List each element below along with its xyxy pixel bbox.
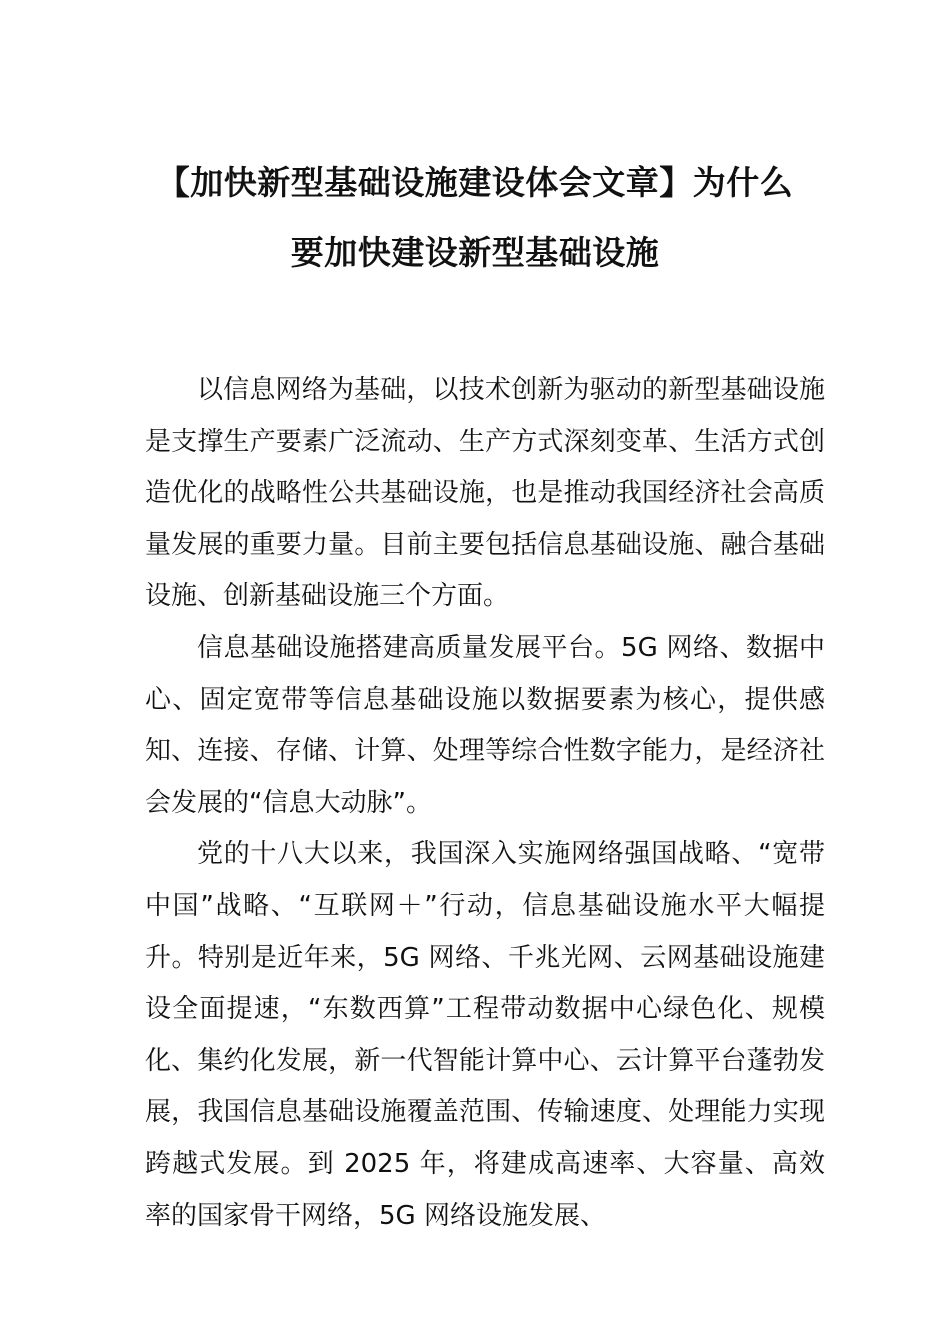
paragraph-development-progress: 党的十八大以来，我国深入实施网络强国战略、“宽带中国”战略、“互联网＋”行动，信息基础设施水平大幅提升。特别是近年来，5G 网络、千兆光网、云网基础设施建设全面提速，“东数西算”工程带动数据中心绿色化、规模化、集约化发展，新一代智能计算中心、云计算平台蓬勃发展，我国信息基础设施覆盖范围、传输速度、处理能力实现跨越式发展。到 2025 年，将建成高速率、大容量、高效率的国家骨干网络，5G 网络设施发展、 [145, 839, 825, 1231]
document-title [120, 148, 830, 288]
paragraph-intro: 以信息网络为基础，以技术创新为驱动的新型基础设施是支撑生产要素广泛流动、生产方式深刻变革、生活方式创造优化的战略性公共基础设施，也是推动我国经济社会高质量发展的重要力量。目前主要包括信息基础设施、融合基础设施、创新基础设施三个方面。 [145, 375, 825, 612]
title-line-2: 要加快建设新型基础设施 [290, 233, 660, 272]
document-body [145, 365, 825, 1242]
title-line-1: 【加快新型基础设施建设体会文章】为什么 [156, 163, 794, 202]
paragraph-information-infrastructure: 信息基础设施搭建高质量发展平台。5G 网络、数据中心、固定宽带等信息基础设施以数据要素为核心，提供感知、连接、存储、计算、处理等综合性数字能力，是经济社会发展的“信息大动脉”。 [145, 632, 825, 818]
